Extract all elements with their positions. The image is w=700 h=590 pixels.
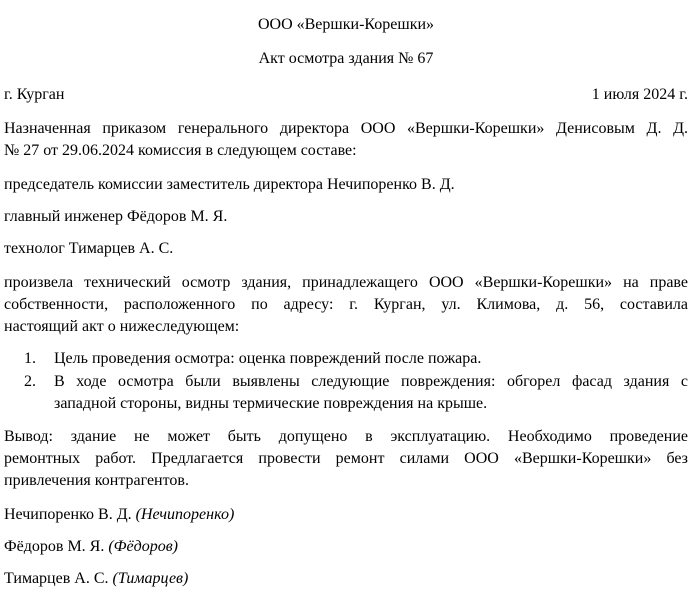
inspection-line-3: настоящий акт о нижеследующем: bbox=[4, 318, 240, 335]
list-item-text: Цель проведения осмотра: оценка повреждений после пожара. bbox=[54, 350, 482, 367]
city: г. Курган bbox=[4, 86, 65, 103]
signature-row bbox=[4, 504, 688, 526]
signature-handwriting: (Нечипоренко) bbox=[135, 506, 235, 523]
list-item-number: 2. bbox=[24, 373, 36, 390]
signature-handwriting: (Фёдоров) bbox=[108, 538, 179, 555]
list-item-text: В ходе осмотра были выявлены следующие повреждения: обгорел фасад здания с bbox=[54, 373, 688, 390]
member-chairman: председатель комиссии заместитель директора Нечипоренко В. Д. bbox=[4, 176, 455, 193]
document-title: Акт осмотра здания № 67 bbox=[258, 50, 434, 67]
company-name: ООО «Вершки-Корешки» bbox=[257, 16, 435, 33]
list-item-text-continued: западной стороны, видны термические повреждения на крыше. bbox=[54, 395, 488, 412]
signer-name: Нечипоренко В. Д. bbox=[4, 506, 136, 523]
conclusion-line-2: ремонтных работ. Предлагается провести ремонт силами ООО «Вершки-Корешки» без bbox=[4, 450, 688, 467]
signer-name: Тимарцев А. С. bbox=[4, 570, 113, 587]
signature-row bbox=[4, 536, 688, 558]
signature-handwriting: (Тимарцев) bbox=[112, 570, 189, 587]
inspection-line-1: произвела технический осмотр здания, принадлежащего ООО «Вершки-Корешки» на праве bbox=[4, 274, 688, 291]
inspection-line-2: собственности, расположенного по адресу: г. Курган, ул. Климова, д. 56, составила bbox=[4, 296, 688, 313]
place-date-row bbox=[4, 84, 688, 106]
signature-row bbox=[4, 568, 688, 590]
member-technologist: технолог Тимарцев А. С. bbox=[4, 240, 174, 257]
intro-line-2: № 27 от 29.06.2024 комиссия в следующем составе: bbox=[4, 142, 357, 159]
conclusion-line-3: привлечения контрагентов. bbox=[4, 472, 189, 489]
list-item-number: 1. bbox=[24, 350, 36, 367]
conclusion-line-1: Вывод: здание не может быть допущено в эксплуатацию. Необходимо проведение bbox=[4, 428, 688, 445]
member-engineer: главный инженер Фёдоров М. Я. bbox=[4, 208, 228, 225]
document-date: 1 июля 2024 г. bbox=[591, 86, 688, 103]
intro-line-1: Назначенная приказом генерального директора ООО «Вершки-Корешки» Денисовым Д. Д. bbox=[4, 120, 688, 137]
signer-name: Фёдоров М. Я. bbox=[4, 538, 109, 555]
